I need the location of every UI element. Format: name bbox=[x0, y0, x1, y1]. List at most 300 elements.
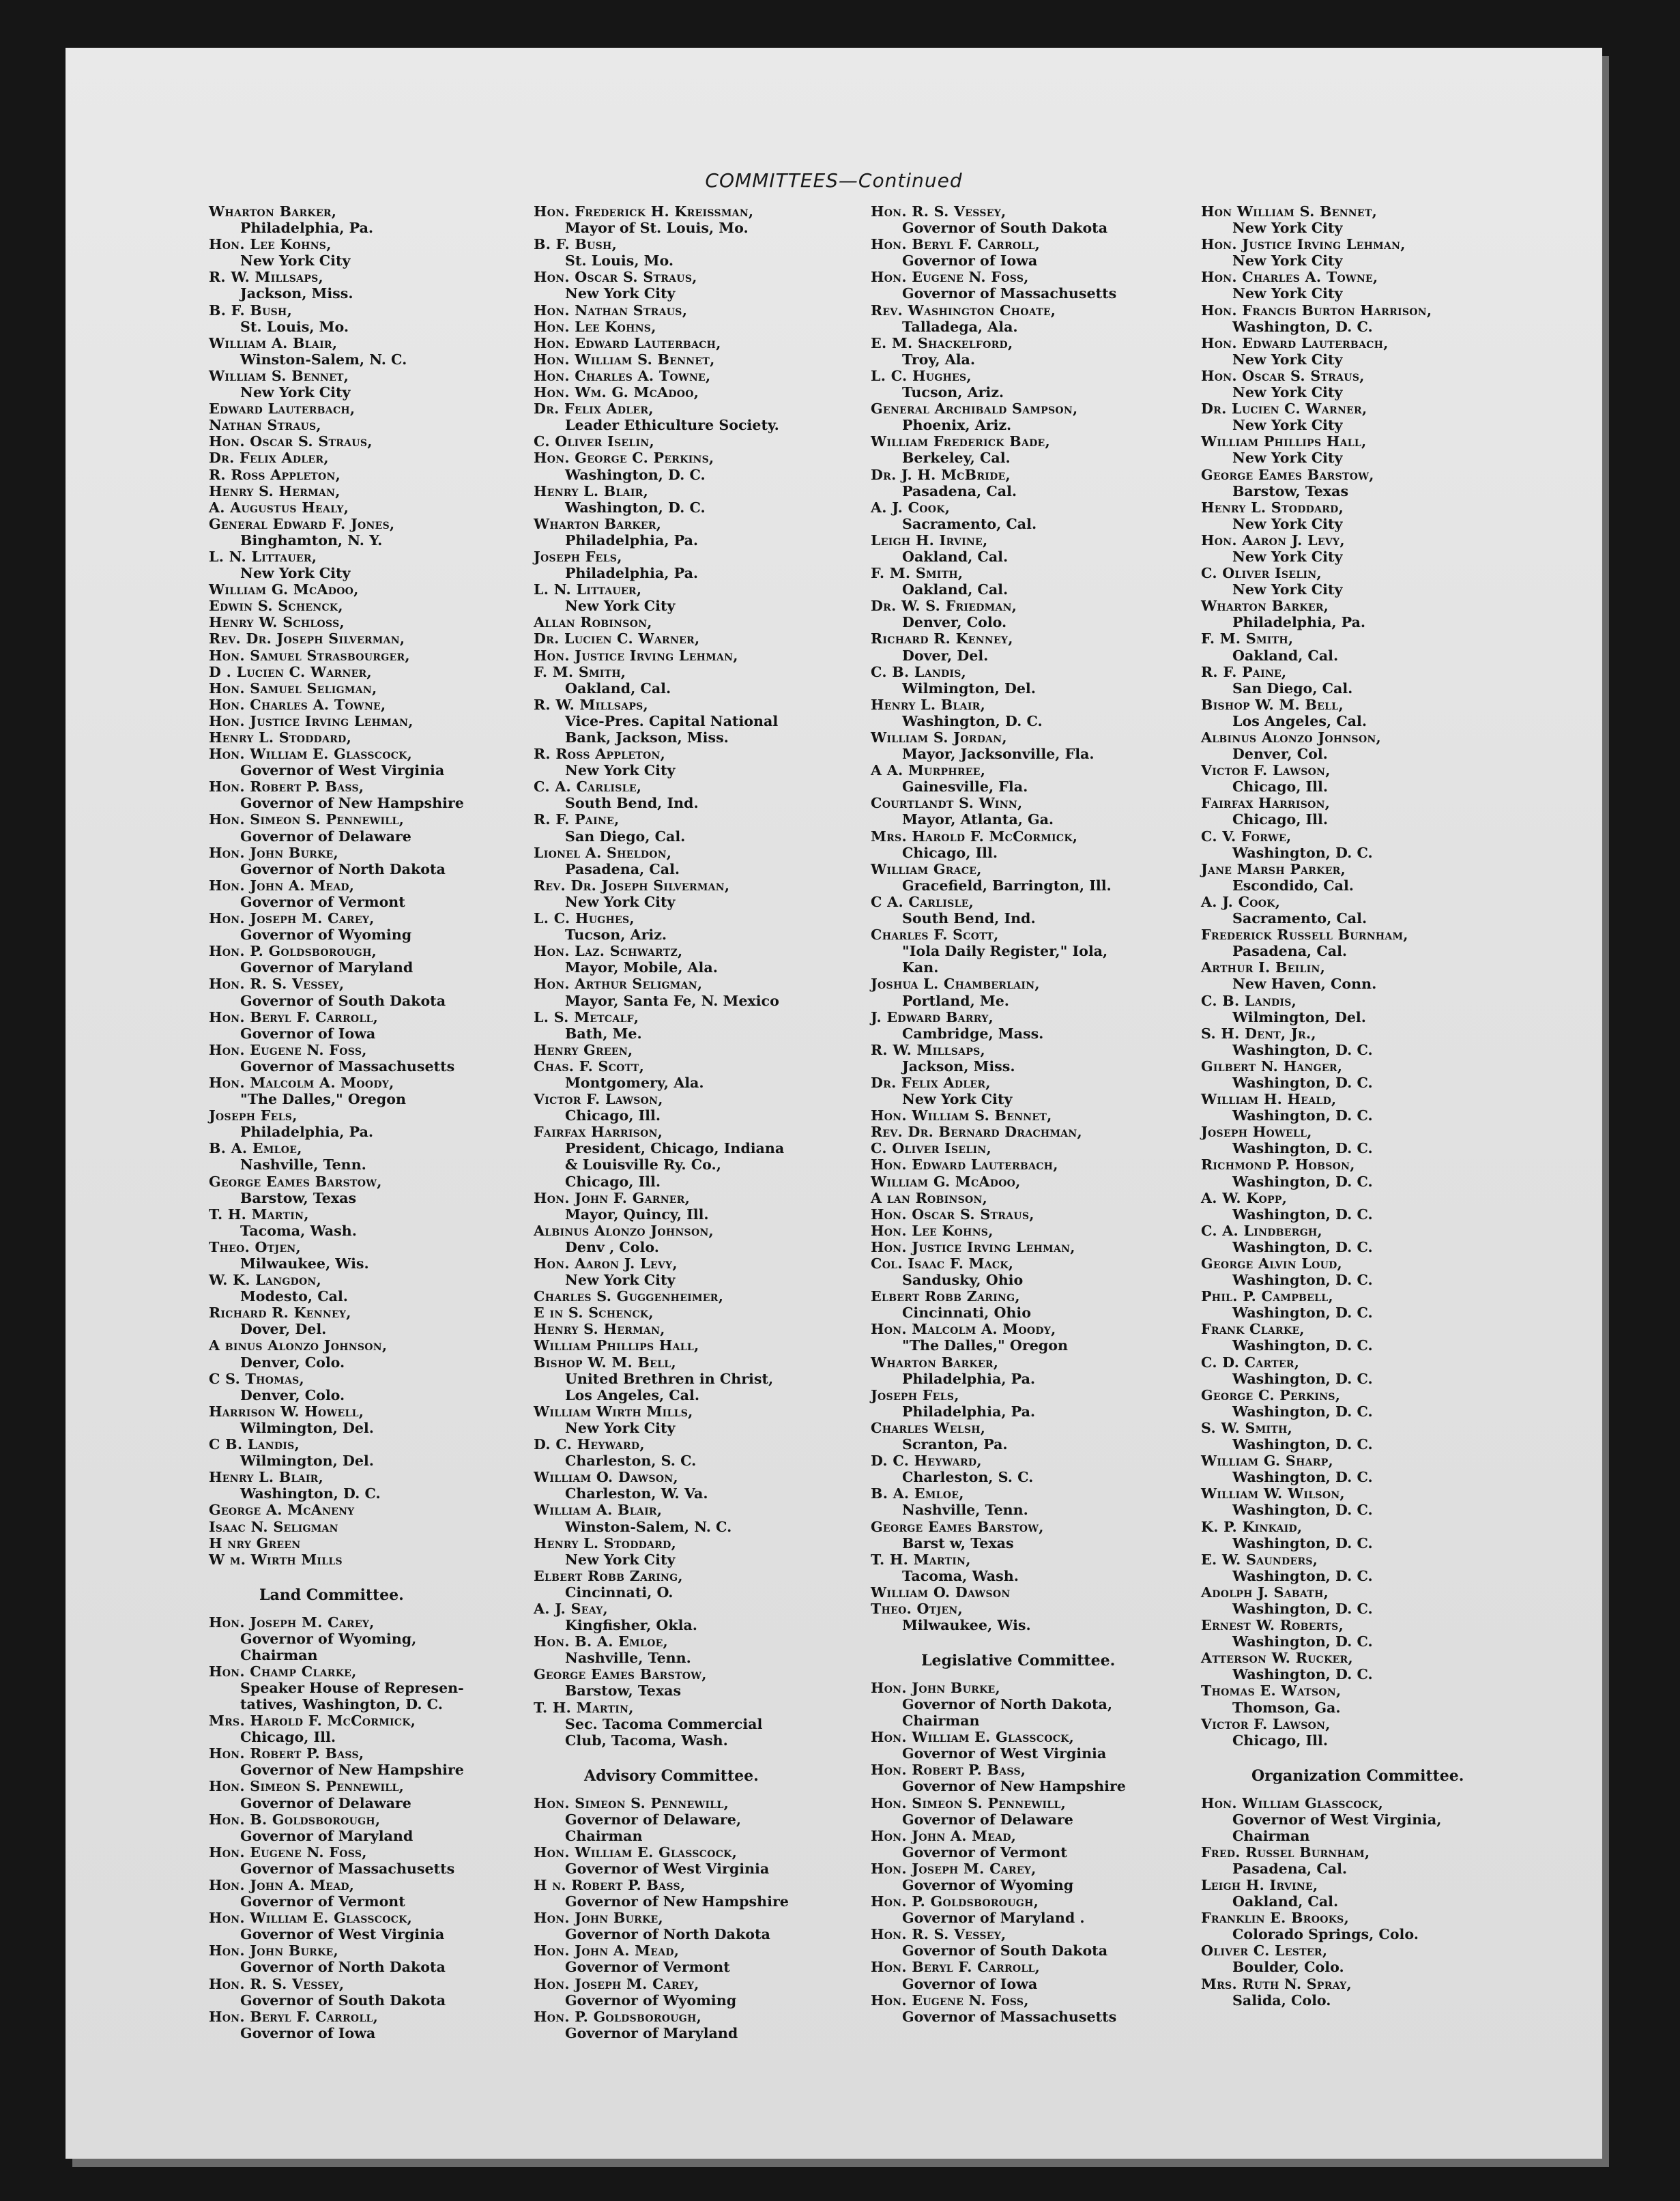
member-name: Theo. Otjen, bbox=[871, 1600, 963, 1617]
member-entry bbox=[871, 1140, 1212, 1156]
member-name: R. W. Millsaps, bbox=[534, 696, 649, 713]
member-detail: Chicago, Ill. bbox=[902, 844, 998, 861]
member-detail: Tacoma, Wash. bbox=[240, 1222, 357, 1239]
member-name: F. M. Smith, bbox=[534, 663, 626, 680]
member-entry bbox=[871, 976, 1212, 1008]
member-entry bbox=[871, 861, 1212, 894]
member-entry bbox=[534, 877, 875, 910]
member-detail: Barst w, Texas bbox=[902, 1534, 1014, 1551]
member-detail: Nashville, Tenn. bbox=[565, 1650, 691, 1667]
member-detail: Montgomery, Ala. bbox=[565, 1074, 704, 1091]
committee-heading: Land Committee. bbox=[259, 1586, 404, 1604]
member-entry bbox=[209, 614, 550, 630]
member-entry bbox=[209, 713, 550, 729]
member-name: Hon. Joseph M. Carey, bbox=[534, 1975, 699, 1992]
member-entry bbox=[871, 203, 1212, 236]
member-entry bbox=[209, 1910, 550, 1942]
member-entry bbox=[534, 1666, 875, 1699]
member-name: R. F. Paine, bbox=[534, 811, 620, 828]
member-name: Hon. John A. Mead, bbox=[209, 1877, 355, 1894]
member-entry bbox=[534, 319, 875, 335]
member-name: Hon. Beryl F. Carroll, bbox=[209, 2008, 379, 2025]
member-name: C A. Carlisle, bbox=[871, 893, 974, 910]
member-name: Hon. Joseph M. Carey, bbox=[871, 1860, 1037, 1877]
member-name: Hon. Francis Burton Harrison, bbox=[1201, 302, 1432, 319]
member-entry bbox=[209, 1877, 550, 1910]
member-entry bbox=[1201, 1519, 1542, 1551]
member-detail: Sec. Tacoma Commercial bbox=[565, 1715, 763, 1732]
member-name: Courtlandt S. Winn, bbox=[871, 795, 1023, 812]
member-name: C S. Thomas, bbox=[209, 1370, 305, 1387]
member-entry bbox=[871, 565, 1212, 598]
member-entry bbox=[1201, 1942, 1542, 1975]
member-entry bbox=[534, 1910, 875, 1942]
member-name: George C. Perkins, bbox=[1201, 1386, 1341, 1403]
member-name: General Archibald Sampson, bbox=[871, 400, 1078, 418]
member-entry bbox=[1201, 1795, 1542, 1844]
member-entry bbox=[534, 1255, 875, 1288]
member-entry bbox=[1201, 1716, 1542, 1749]
member-name: Albinus Alonzo Johnson, bbox=[534, 1222, 714, 1239]
member-entry bbox=[534, 384, 875, 400]
member-entry bbox=[1201, 1387, 1542, 1420]
member-entry bbox=[534, 697, 875, 746]
member-name: C. Oliver Iselin, bbox=[534, 433, 654, 450]
member-detail: Governor of Massachusetts bbox=[902, 285, 1117, 302]
member-detail: Washington, D. C. bbox=[1232, 1173, 1373, 1190]
member-entry bbox=[871, 1729, 1212, 1762]
member-detail: Governor of Vermont bbox=[565, 1959, 730, 1976]
member-name: Fairfax Harrison, bbox=[534, 1124, 663, 1141]
member-detail: Tucson, Ariz. bbox=[565, 927, 667, 944]
member-entry bbox=[209, 664, 550, 680]
member-entry bbox=[209, 1745, 550, 1778]
member-detail: Governor of South Dakota bbox=[902, 1942, 1108, 1959]
member-name: E in S. Schenck, bbox=[534, 1304, 654, 1322]
member-entry bbox=[209, 236, 550, 269]
member-name: Hon. John F. Garner, bbox=[534, 1189, 691, 1206]
member-name: Hon. William Glasscock, bbox=[1201, 1794, 1384, 1811]
member-detail: San Diego, Cal. bbox=[1232, 680, 1353, 697]
member-name: Rev. Washington Choate, bbox=[871, 302, 1056, 319]
member-name: Hon. Joseph M. Carey, bbox=[209, 1614, 375, 1631]
member-detail: Pasadena, Cal. bbox=[1232, 1860, 1348, 1877]
member-entry bbox=[871, 828, 1212, 861]
member-detail: Phoenix, Ariz. bbox=[902, 417, 1012, 434]
member-name: Victor F. Lawson, bbox=[1201, 762, 1331, 779]
member-detail: Governor of Vermont bbox=[902, 1843, 1067, 1861]
member-name: A. J. Cook, bbox=[871, 499, 951, 516]
member-entry bbox=[209, 1042, 550, 1075]
member-entry bbox=[209, 1174, 550, 1206]
member-entry bbox=[1201, 1190, 1542, 1223]
member-name: Elbert Robb Zaring, bbox=[534, 1567, 683, 1584]
member-name: Victor F. Lawson, bbox=[1201, 1715, 1331, 1732]
member-detail: Leader Ethiculture Society. bbox=[565, 417, 779, 434]
member-detail: Nashville, Tenn. bbox=[902, 1502, 1028, 1519]
member-detail: Governor of Iowa bbox=[240, 1025, 376, 1042]
member-entry bbox=[534, 1124, 875, 1189]
member-entry bbox=[871, 400, 1212, 433]
member-entry bbox=[209, 1712, 550, 1745]
member-entry bbox=[871, 1420, 1212, 1453]
member-detail: Governor of South Dakota bbox=[902, 220, 1108, 237]
member-name: Hon. Edward Lauterbach, bbox=[1201, 334, 1389, 351]
member-entry bbox=[534, 335, 875, 351]
member-detail: New York City bbox=[565, 285, 676, 302]
member-detail: New York City bbox=[1232, 252, 1343, 269]
member-detail: Tacoma, Wash. bbox=[902, 1567, 1019, 1584]
member-detail: Governor of Delaware bbox=[240, 1794, 411, 1811]
member-entry bbox=[534, 1700, 875, 1749]
member-detail: New Haven, Conn. bbox=[1232, 976, 1377, 993]
member-entry bbox=[534, 302, 875, 319]
member-entry bbox=[534, 351, 875, 368]
member-name: Hon. Oscar S. Straus, bbox=[209, 433, 373, 450]
member-name: George Eames Barstow, bbox=[1201, 466, 1374, 483]
member-entry bbox=[534, 1091, 875, 1124]
member-detail: Governor of North Dakota bbox=[240, 1959, 446, 1976]
member-detail: Philadelphia, Pa. bbox=[240, 220, 374, 237]
member-detail: New York City bbox=[1232, 450, 1343, 467]
member-entry bbox=[209, 433, 550, 450]
member-entry bbox=[209, 1535, 550, 1551]
member-detail: Washington, D. C. bbox=[1232, 1041, 1373, 1058]
member-entry bbox=[534, 1502, 875, 1534]
member-name: Hon. Beryl F. Carroll, bbox=[871, 1959, 1041, 1976]
member-name: Dr. Felix Adler, bbox=[871, 1074, 991, 1091]
member-name: Hon William S. Bennet, bbox=[1201, 203, 1378, 220]
member-name: George Eames Barstow, bbox=[209, 1173, 382, 1190]
member-name: Franklin E. Brooks, bbox=[1201, 1910, 1350, 1927]
member-entry bbox=[534, 1288, 875, 1304]
member-name: Hon. Arthur Seligman, bbox=[534, 976, 703, 993]
member-name: Dr. J. H. McBride, bbox=[871, 466, 1011, 483]
member-name: Dr. W. S. Friedman, bbox=[871, 598, 1017, 615]
member-entry bbox=[209, 976, 550, 1008]
member-detail: Gracefield, Barrington, Ill. bbox=[902, 877, 1112, 894]
member-entry bbox=[209, 680, 550, 697]
member-entry bbox=[871, 1190, 1212, 1206]
member-detail: Denver, Colo. bbox=[240, 1386, 345, 1403]
member-entry bbox=[871, 1206, 1212, 1223]
member-detail: New York City bbox=[565, 598, 676, 615]
member-entry bbox=[1201, 959, 1542, 992]
member-entry bbox=[534, 1601, 875, 1633]
member-detail: Washington, D. C. bbox=[1232, 1403, 1373, 1420]
member-detail: New York City bbox=[240, 565, 351, 582]
member-entry bbox=[1201, 729, 1542, 762]
member-entry bbox=[209, 400, 550, 417]
member-name: Atterson W. Rucker, bbox=[1201, 1650, 1353, 1667]
member-entry bbox=[1201, 467, 1542, 499]
member-entry bbox=[209, 630, 550, 647]
member-detail: Governor of South Dakota bbox=[240, 1992, 446, 2009]
member-detail: Governor of Wyoming bbox=[902, 1877, 1074, 1894]
member-entry bbox=[871, 1959, 1212, 1992]
member-name: George Alvin Loud, bbox=[1201, 1255, 1343, 1272]
member-detail: Barstow, Texas bbox=[1232, 482, 1349, 499]
member-name: Joseph Fels, bbox=[871, 1386, 959, 1403]
member-name: Hon. Beryl F. Carroll, bbox=[871, 236, 1041, 253]
member-name: William Phillips Hall, bbox=[534, 1337, 699, 1354]
member-detail: Sacramento, Cal. bbox=[1232, 910, 1367, 927]
member-name: C. B. Landis, bbox=[871, 663, 967, 680]
member-name: Hon. Edward Lauterbach, bbox=[534, 334, 721, 351]
member-detail: Oakland, Cal. bbox=[565, 680, 671, 697]
member-entry bbox=[871, 729, 1212, 762]
member-entry bbox=[534, 811, 875, 844]
member-name: Hon. Justice Irving Lehman, bbox=[209, 712, 414, 729]
member-detail: Governor of West Virginia bbox=[240, 762, 445, 779]
member-name: B. A. Emloe, bbox=[209, 1140, 302, 1157]
member-detail: Chicago, Ill. bbox=[565, 1107, 661, 1124]
member-name: A lan Robinson, bbox=[871, 1189, 988, 1206]
member-entry bbox=[1201, 368, 1542, 400]
member-detail: Cincinnati, O. bbox=[565, 1584, 674, 1601]
member-entry bbox=[209, 1337, 550, 1370]
member-detail: Governor of Delaware bbox=[902, 1811, 1073, 1828]
member-entry bbox=[534, 614, 875, 630]
member-name: T. H. Martin, bbox=[534, 1699, 634, 1716]
member-name: Hon. Aaron J. Levy, bbox=[1201, 531, 1345, 549]
member-name: D. C. Heyward, bbox=[534, 1436, 645, 1453]
member-name: Hon. Simeon S. Pennewill, bbox=[534, 1794, 729, 1811]
member-entry bbox=[1201, 1453, 1542, 1485]
member-entry bbox=[209, 1436, 550, 1469]
member-detail: Bath, Me. bbox=[565, 1025, 642, 1042]
member-name: D . Lucien C. Warner, bbox=[209, 663, 372, 680]
member-entry bbox=[209, 368, 550, 400]
member-name: R. F. Paine, bbox=[1201, 663, 1287, 680]
member-entry bbox=[1201, 1877, 1542, 1910]
member-name: Hon. Oscar S. Straus, bbox=[871, 1206, 1034, 1223]
member-name: Hon. Charles A. Towne, bbox=[209, 696, 386, 713]
member-detail: Mayor, Mobile, Ala. bbox=[565, 959, 718, 976]
member-name: Rev. Dr. Joseph Silverman, bbox=[209, 630, 405, 647]
member-detail: Boulder, Colo. bbox=[1232, 1959, 1344, 1976]
member-detail: Speaker House of Represen- bbox=[240, 1679, 464, 1696]
member-name: Joseph Fels, bbox=[534, 548, 622, 565]
member-entry bbox=[871, 1075, 1212, 1107]
member-detail: Denv , Colo. bbox=[565, 1238, 659, 1255]
member-entry bbox=[871, 1453, 1212, 1485]
member-entry bbox=[871, 1926, 1212, 1959]
member-name: Hon. P. Goldsborough, bbox=[871, 1893, 1039, 1910]
member-name: Hon. Joseph M. Carey, bbox=[209, 910, 375, 927]
member-entry bbox=[1201, 1420, 1542, 1453]
member-name: Hon. B. Goldsborough, bbox=[209, 1811, 381, 1828]
member-name: Mrs. Harold F. McCormick, bbox=[209, 1712, 416, 1730]
member-name: D. C. Heyward, bbox=[871, 1453, 982, 1470]
column-4 bbox=[1201, 203, 1542, 2009]
member-entry bbox=[1201, 795, 1542, 828]
member-entry bbox=[209, 778, 550, 811]
member-name: Oliver C. Lester, bbox=[1201, 1942, 1328, 1959]
member-entry bbox=[209, 1403, 550, 1436]
member-name: Elbert Robb Zaring, bbox=[871, 1288, 1020, 1305]
member-entry bbox=[1201, 1844, 1542, 1877]
member-name: Fairfax Harrison, bbox=[1201, 795, 1331, 812]
member-entry bbox=[871, 368, 1212, 400]
member-name: Hon. Eugene N. Foss, bbox=[871, 1992, 1029, 2009]
member-name: William W. Wilson, bbox=[1201, 1485, 1345, 1502]
member-entry bbox=[1201, 269, 1542, 302]
member-entry bbox=[534, 1403, 875, 1436]
member-detail: Dover, Del. bbox=[902, 647, 989, 664]
member-name: Hon. Simeon S. Pennewill, bbox=[209, 1778, 405, 1795]
member-detail: New York City bbox=[565, 1419, 676, 1436]
member-entry bbox=[1201, 236, 1542, 269]
member-name: Wharton Barker, bbox=[1201, 598, 1329, 615]
member-detail: "The Dalles," Oregon bbox=[902, 1337, 1068, 1354]
member-name: Bishop W. M. Bell, bbox=[534, 1354, 676, 1371]
column-2 bbox=[534, 203, 875, 2041]
member-entry bbox=[871, 1795, 1212, 1828]
member-entry bbox=[534, 1976, 875, 2009]
member-name: Hon. Lee Kohns, bbox=[534, 318, 656, 335]
member-entry bbox=[871, 1124, 1212, 1140]
member-name: A. J. Cook, bbox=[1201, 893, 1281, 910]
member-entry bbox=[871, 1387, 1212, 1420]
member-entry bbox=[534, 1354, 875, 1403]
member-entry bbox=[534, 1535, 875, 1568]
member-entry bbox=[534, 1568, 875, 1601]
member-detail: Chicago, Ill. bbox=[1232, 1732, 1328, 1749]
member-name: Hon. P. Goldsborough, bbox=[534, 2008, 702, 2025]
member-detail: Governor of Massachusetts bbox=[902, 2008, 1117, 2025]
member-entry bbox=[209, 335, 550, 368]
member-detail: South Bend, Ind. bbox=[565, 795, 699, 812]
member-detail: Denver, Col. bbox=[1232, 746, 1328, 763]
member-detail: Governor of West Virginia, bbox=[1232, 1811, 1442, 1828]
member-entry bbox=[1201, 1156, 1542, 1189]
member-name: Richard R. Kenney, bbox=[209, 1304, 351, 1322]
member-detail: New York City bbox=[565, 762, 676, 779]
member-name: Wharton Barker, bbox=[871, 1354, 999, 1371]
member-detail: New York City bbox=[1232, 285, 1343, 302]
member-entry bbox=[534, 1058, 875, 1091]
member-entry bbox=[1201, 1091, 1542, 1124]
member-entry bbox=[209, 746, 550, 778]
member-entry bbox=[534, 1633, 875, 1666]
member-name: A. J. Seay, bbox=[534, 1600, 608, 1617]
member-entry bbox=[534, 976, 875, 1008]
member-detail: Milwaukee, Wis. bbox=[240, 1255, 369, 1272]
committee-heading: Legislative Committee. bbox=[921, 1652, 1116, 1670]
member-detail: Oakland, Cal. bbox=[1232, 1893, 1339, 1910]
member-entry bbox=[209, 1778, 550, 1811]
member-name: Hon. John A. Mead, bbox=[209, 877, 355, 894]
member-name: Frank Clarke, bbox=[1201, 1321, 1305, 1338]
member-name: William G. McAdoo, bbox=[209, 581, 359, 598]
member-detail: Wilmington, Del. bbox=[902, 680, 1036, 697]
member-detail: Escondido, Cal. bbox=[1232, 877, 1354, 894]
member-name: Hon. Simeon S. Pennewill, bbox=[871, 1794, 1067, 1811]
member-detail: Gainesville, Fla. bbox=[902, 778, 1028, 796]
column-3 bbox=[871, 203, 1212, 2025]
member-entry bbox=[871, 762, 1212, 795]
member-detail: Washington, D. C. bbox=[1232, 1469, 1373, 1486]
member-entry bbox=[534, 1321, 875, 1337]
member-name: Hon. William E. Glasscock, bbox=[871, 1729, 1075, 1746]
member-name: Hon. Laz. Schwartz, bbox=[534, 943, 683, 960]
member-name: Hon. Robert P. Bass, bbox=[209, 778, 364, 796]
member-detail: Jackson, Miss. bbox=[902, 1058, 1015, 1075]
member-name: Hon. R. S. Vessey, bbox=[209, 1975, 345, 1992]
member-entry bbox=[871, 1680, 1212, 1729]
member-entry bbox=[534, 516, 875, 549]
member-detail: New York City bbox=[240, 384, 351, 401]
member-detail: New York City bbox=[1232, 220, 1343, 237]
member-detail: Washington, D. C. bbox=[1232, 1633, 1373, 1650]
member-detail: Washington, D. C. bbox=[1232, 1140, 1373, 1157]
member-entry bbox=[871, 1255, 1212, 1288]
member-detail: New York City bbox=[1232, 384, 1343, 401]
member-detail: Washington, D. C. bbox=[1232, 1600, 1373, 1617]
member-name: K. P. Kinkaid, bbox=[1201, 1518, 1303, 1535]
member-name: Hon. P. Goldsborough, bbox=[209, 943, 377, 960]
member-entry bbox=[1201, 697, 1542, 729]
member-name: A. Augustus Healy, bbox=[209, 499, 349, 516]
member-detail: Governor of North Dakota bbox=[565, 1926, 770, 1943]
member-entry bbox=[209, 1844, 550, 1877]
member-detail: Chicago, Ill. bbox=[565, 1173, 661, 1190]
member-entry bbox=[209, 1519, 550, 1535]
member-detail: Charleston, S. C. bbox=[565, 1453, 697, 1470]
member-entry bbox=[534, 450, 875, 482]
member-name: William Wirth Mills, bbox=[534, 1403, 693, 1420]
member-detail: Washington, D. C. bbox=[565, 499, 706, 516]
member-name: F. M. Smith, bbox=[871, 565, 964, 582]
member-detail: "The Dalles," Oregon bbox=[240, 1091, 406, 1108]
member-entry bbox=[871, 1288, 1212, 1321]
member-name: Col. Isaac F. Mack, bbox=[871, 1255, 1014, 1272]
member-entry bbox=[871, 1992, 1212, 2025]
member-entry bbox=[871, 1762, 1212, 1794]
member-entry bbox=[209, 1469, 550, 1502]
member-name: R. Ross Appleton, bbox=[209, 466, 341, 483]
member-detail: United Brethren in Christ, bbox=[565, 1370, 774, 1387]
member-detail: Philadelphia, Pa. bbox=[565, 565, 699, 582]
member-detail: Talladega, Ala. bbox=[902, 318, 1018, 335]
member-entry bbox=[534, 746, 875, 778]
member-detail: Barstow, Texas bbox=[240, 1189, 357, 1206]
member-name: R. W. Millsaps, bbox=[209, 269, 324, 286]
member-name: William Frederick Bade, bbox=[871, 433, 1050, 450]
member-entry bbox=[209, 1663, 550, 1712]
member-detail: tatives, Washington, D. C. bbox=[240, 1695, 443, 1712]
member-detail: Wilmington, Del. bbox=[240, 1453, 374, 1470]
member-detail: Governor of New Hampshire bbox=[902, 1778, 1126, 1795]
member-entry bbox=[871, 697, 1212, 729]
member-detail: Washington, D. C. bbox=[1232, 1272, 1373, 1289]
member-detail: Oakland, Cal. bbox=[902, 548, 1009, 565]
member-detail: San Diego, Cal. bbox=[565, 828, 686, 845]
member-name: Fred. Russel Burnham, bbox=[1201, 1843, 1370, 1861]
member-entry bbox=[534, 483, 875, 516]
member-entry bbox=[209, 483, 550, 499]
member-detail: Washington, D. C. bbox=[1232, 844, 1373, 861]
member-entry bbox=[534, 647, 875, 664]
member-name: Charles S. Guggenheimer, bbox=[534, 1288, 724, 1305]
member-name: Henry L. Blair, bbox=[871, 696, 986, 713]
member-entry bbox=[871, 795, 1212, 828]
member-detail: Washington, D. C. bbox=[902, 712, 1043, 729]
member-detail: Washington, D. C. bbox=[1232, 1370, 1373, 1387]
member-name: S. H. Dent, Jr., bbox=[1201, 1025, 1316, 1042]
member-detail: Nashville, Tenn. bbox=[240, 1156, 366, 1174]
